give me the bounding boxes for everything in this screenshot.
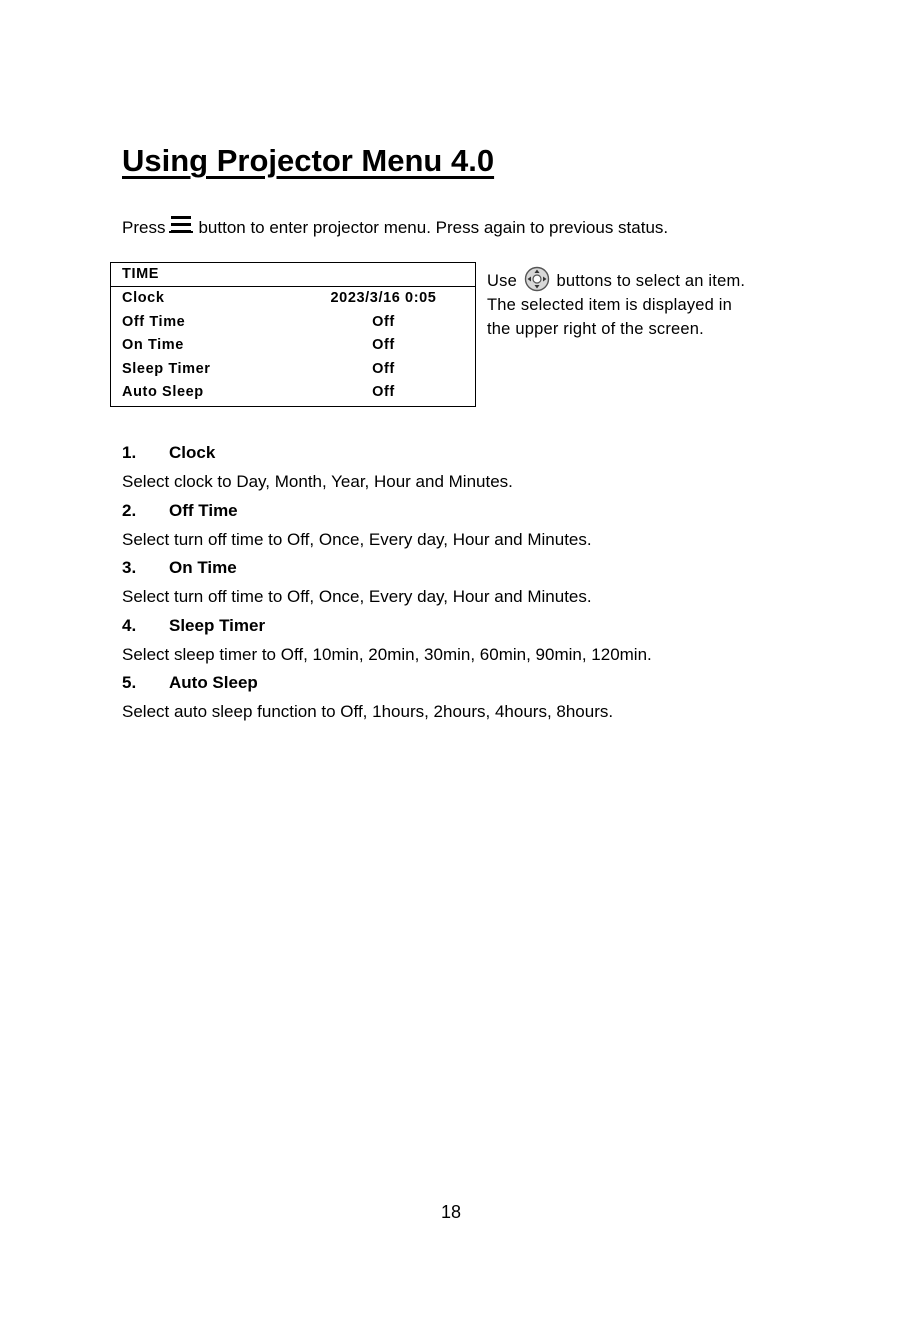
side-note [487,266,745,341]
side-note-line-2: The selected item is displayed in [487,296,733,314]
menu-row-value: Off [372,337,395,354]
section-title: On Time [169,558,237,577]
side-note-line-3: the upper right of the screen. [487,320,704,338]
section-title: Auto Sleep [169,673,258,692]
menu-row-label: Clock [122,290,165,306]
menu-row-label: Auto Sleep [122,384,204,401]
menu-row-label: Sleep Timer [122,360,211,377]
section-heading [122,616,822,636]
section-heading [122,501,822,521]
menu-row-value: 2023/3/16 0:05 [330,290,437,306]
section-body: Select auto sleep function to Off, 1hours, 2hours, 4hours, 8hours. [122,702,614,721]
menu-row-off-time [111,311,475,335]
time-menu-table [110,262,476,407]
section-number: 5. [122,673,137,692]
section-title: Off Time [169,500,238,520]
section-body: Select clock to Day, Month, Year, Hour and Minutes. [122,472,513,491]
section-heading [122,443,822,463]
intro-text-before: Press [122,218,166,237]
section-number: 3. [122,558,137,577]
section-number: 1. [122,443,137,462]
menu-row-value: Off [372,313,395,330]
page-number: 18 [440,1202,462,1222]
page-title: Using Projector Menu 4.0 [122,143,495,178]
menu-header [111,263,475,287]
section-heading [122,558,822,578]
section-heading [122,673,822,693]
menu-row-value: Off [372,384,395,401]
intro-text-after: button to enter projector menu. Press again to previous status. [198,218,669,237]
side-note-text: Use [487,272,517,290]
menu-button-icon [168,214,194,236]
menu-row-on-time [111,334,475,358]
navigation-buttons-icon [524,266,550,292]
side-note-text: buttons to select an item. [556,272,746,290]
section-body: Select turn off time to Off, Once, Every day, Hour and Minutes. [122,529,592,549]
section-number: 2. [122,500,137,520]
menu-row-sleep-timer [111,358,475,382]
menu-header-label: TIME [122,266,160,282]
menu-row-value: Off [372,360,395,377]
section-body: Select sleep timer to Off, 10min, 20min, 30min, 60min, 90min, 120min. [122,644,652,664]
section-title: Sleep Timer [169,615,266,635]
menu-row-auto-sleep [111,381,475,405]
side-note-line-1 [487,266,745,293]
section-body: Select turn off time to Off, Once, Every day, Hour and Minutes. [122,587,592,606]
section-list [122,443,822,731]
section-number: 4. [122,615,137,635]
intro-text [122,214,668,238]
menu-row-label: Off Time [122,313,186,330]
section-title: Clock [169,443,216,462]
menu-row-label: On Time [122,337,184,354]
menu-row-clock [111,287,475,311]
